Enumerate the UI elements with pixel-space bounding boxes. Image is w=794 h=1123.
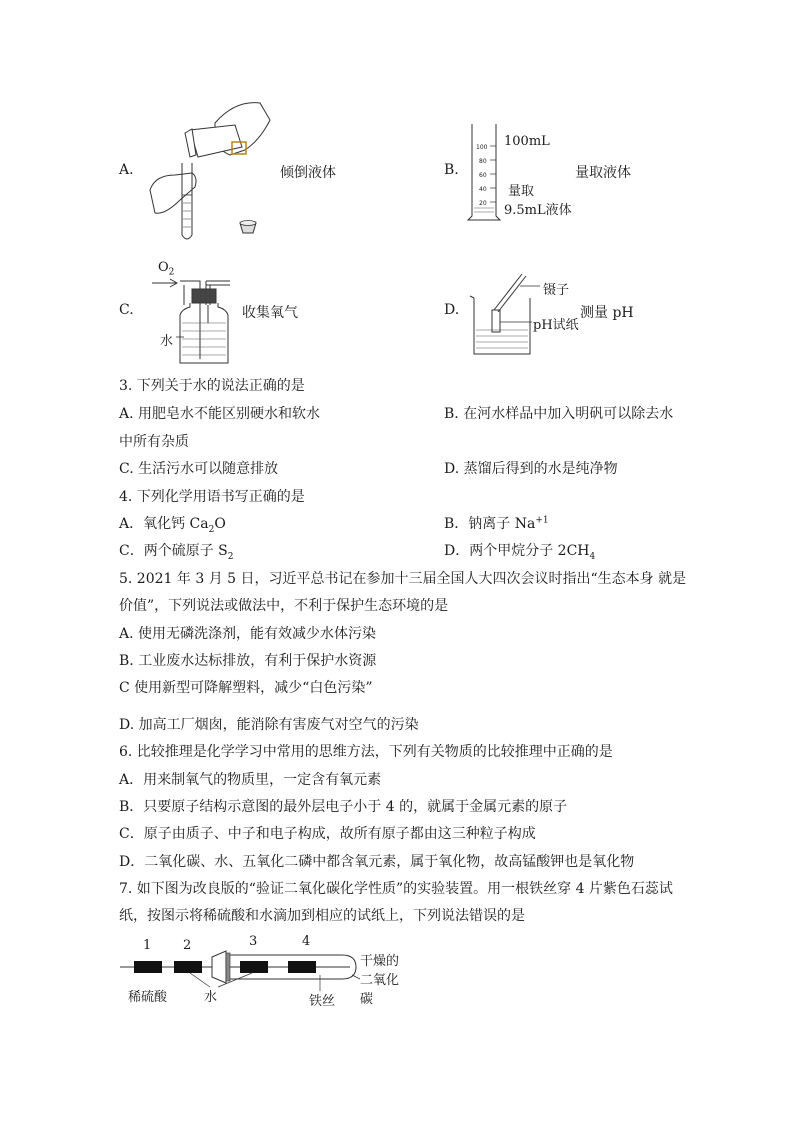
- paper-number-3: 3: [249, 934, 258, 949]
- dry-co2-label-line-1: 干燥的: [360, 954, 400, 969]
- measuring-cylinder-illustration: [464, 120, 504, 226]
- pouring-liquid-illustration: [140, 95, 280, 245]
- q4-option-d: D．两个甲烷分子 $2CH_4$: [444, 543, 596, 562]
- q3-stem: 3. 下列关于水的说法正确的是: [119, 378, 305, 394]
- tick-60: 60: [479, 172, 487, 179]
- paper-number-1: 1: [143, 938, 152, 953]
- q6-option-a: A．用来制氧气的物质里，一定含有氧元素: [119, 772, 382, 788]
- tick-100: 100: [476, 144, 488, 151]
- q3-option-a: A. 用肥皂水不能区别硬水和软水: [119, 406, 321, 422]
- q3-option-d: D. 蒸馏后得到的水是纯净物: [444, 461, 618, 477]
- paper-number-2: 2: [183, 938, 192, 953]
- q7-stem-line-1: 7. 如下图为改良版的“验证二氧化碳化学性质”的实验装置。用一根铁丝穿 4 片紫色石蕊试: [119, 881, 673, 897]
- q6-option-d: D．二氧化碳、水、五氧化二磷中都含氧元素，属于氧化物，故高锰酸钾也是氧化物: [119, 854, 635, 870]
- option-b-letter: B.: [444, 162, 459, 178]
- q5-option-b: B. 工业废水达标排放，有利于保护水资源: [119, 653, 377, 669]
- q6-stem: 6. 比较推理是化学学习中常用的思维方法，下列有关物质的比较推理中正确的是: [119, 744, 613, 760]
- option-d-letter: D.: [444, 302, 460, 318]
- tweezers-label: 镊子: [543, 283, 570, 298]
- dry-co2-label-line-3: 碳: [360, 992, 374, 1007]
- q6-option-c: C．原子由质子、中子和电子构成，故所有原子都由这三种粒子构成: [119, 826, 536, 842]
- paper-number-4: 4: [302, 934, 311, 949]
- q5-stem-line-2: 价值”，下列说法或做法中，不利于保护生态环境的是: [119, 598, 449, 614]
- tick-40: 40: [479, 186, 487, 193]
- q3-option-b: B. 在河水样品中加入明矾可以除去水: [444, 406, 674, 422]
- option-d-caption: 测量 pH: [580, 305, 634, 321]
- q5-stem-line-1: 5. 2021 年 3 月 5 日，习近平总书记在参加十三届全国人大四次会议时指出“生态本身 就是: [119, 571, 687, 587]
- q4-option-b: B．钠离子 $Na^{+1}$: [444, 515, 549, 532]
- q6-option-b: B．只要原子结构示意图的最外层电子小于 4 的，就属于金属元素的原子: [119, 799, 568, 815]
- option-c-caption: 收集氧气: [242, 305, 298, 321]
- dilute-sulfuric-acid-label: 稀硫酸: [128, 990, 168, 1005]
- q4-stem: 4. 下列化学用语书写正确的是: [119, 489, 305, 505]
- cylinder-capacity-label: 100mL: [504, 134, 550, 149]
- measure-label: 量取: [508, 184, 535, 199]
- q7-stem-line-2: 纸，按图示将稀硫酸和水滴加到相应的试纸上，下列说法错误的是: [119, 908, 525, 924]
- q5-option-c: C 使用新型可降解塑料，减少“白色污染”: [119, 680, 373, 696]
- q4-option-c: C．两个硫原子 $S_2$: [119, 543, 234, 562]
- ph-paper-label: pH试纸: [533, 318, 579, 333]
- option-a-letter: A.: [119, 162, 134, 178]
- q3-option-b-cont: 中所有杂质: [119, 434, 189, 450]
- water-label-c: 水: [160, 334, 174, 349]
- option-b-caption: 量取液体: [575, 165, 631, 181]
- dry-co2-label-line-2: 二氧化: [360, 973, 400, 988]
- iron-wire-label: 铁丝: [309, 994, 336, 1009]
- tick-20: 20: [479, 200, 487, 207]
- gas-collection-bottle-illustration: [150, 275, 240, 365]
- oxygen-label: $O_2$: [158, 260, 175, 278]
- q5-option-d: D. 加高工厂烟囱，能消除有害废气对空气的污染: [119, 717, 419, 733]
- q4-option-a: A．氧化钙 $Ca_2O$: [119, 516, 226, 535]
- volume-label: 9.5mL液体: [504, 203, 572, 218]
- q5-option-a: A. 使用无磷洗涤剂，能有效减少水体污染: [119, 626, 377, 642]
- q3-option-c: C. 生活污水可以随意排放: [119, 461, 279, 477]
- tick-80: 80: [479, 158, 487, 165]
- option-a-caption: 倾倒液体: [280, 165, 336, 181]
- option-c-letter: C.: [119, 302, 134, 318]
- water-label: 水: [204, 990, 218, 1005]
